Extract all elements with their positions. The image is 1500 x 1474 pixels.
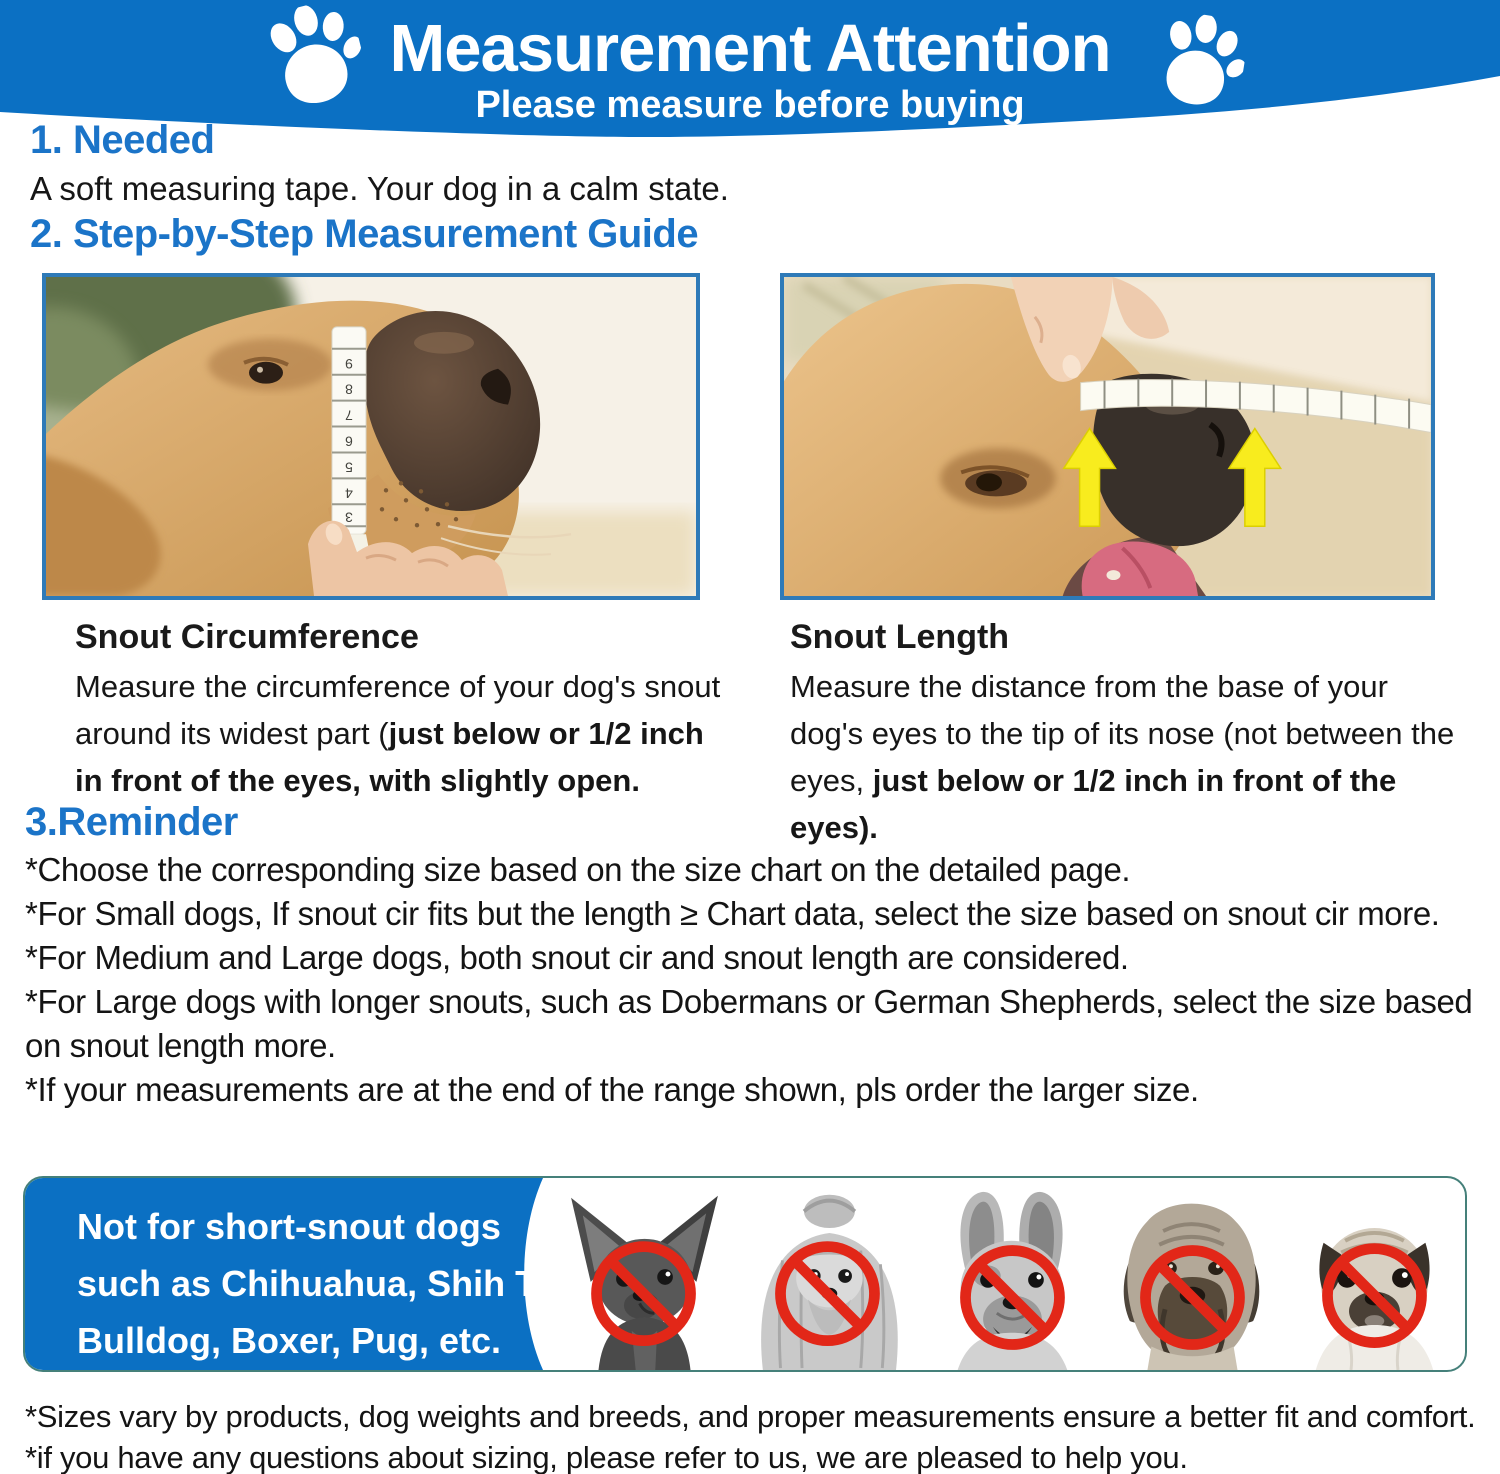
snout-length-caption xyxy=(790,618,1462,851)
section-heading-guide: 2. Step-by-Step Measurement Guide xyxy=(30,212,699,256)
footnote: *Sizes vary by products, dog weights and breeds, and proper measurements ensure a better fit and comfort. xyxy=(25,1399,1476,1434)
not-for-short-snout-warning-box xyxy=(23,1176,1467,1372)
caption-title: Snout Circumference xyxy=(75,618,419,656)
svg-text:8: 8 xyxy=(345,381,353,398)
chihuahua-no-icon xyxy=(557,1184,732,1370)
page-title: Measurement Attention xyxy=(389,11,1111,86)
svg-text:5: 5 xyxy=(345,459,353,476)
svg-text:9: 9 xyxy=(345,355,353,372)
footnote: *if you have any questions about sizing, please refer to us, we are pleased to help you. xyxy=(25,1440,1188,1474)
french-bulldog-no-icon xyxy=(924,1184,1099,1370)
section-heading-needed: 1. Needed xyxy=(30,118,215,162)
section-heading-reminder: 3.Reminder xyxy=(25,800,238,844)
svg-text:6: 6 xyxy=(345,433,353,450)
reminder-bullet-list xyxy=(25,848,1485,1112)
reminder-bullet: *For Small dogs, If snout cir fits but the length ≥ Chart data, select the size based on snout cir more. xyxy=(25,895,1440,932)
snout-circumference-caption xyxy=(75,618,723,804)
shih-tzu-no-icon xyxy=(739,1184,914,1370)
reminder-bullet: *Choose the corresponding size based on the size chart on the detailed page. xyxy=(25,851,1131,888)
svg-text:4: 4 xyxy=(345,485,353,502)
reminder-bullet: *If your measurements are at the end of the range shown, pls order the larger size. xyxy=(25,1071,1199,1108)
caption-body: Measure the distance from the base of your dog's eyes to the tip of its nose (not between the eyes, just below or 1/2 inch in front of the eyes). xyxy=(790,669,1455,845)
paw-icon xyxy=(1141,7,1251,117)
svg-text:7: 7 xyxy=(345,407,353,424)
dog-snout-circumference-photo xyxy=(42,273,700,600)
reminder-bullet: *For Medium and Large dogs, both snout cir and snout length are considered. xyxy=(25,939,1129,976)
svg-text:3: 3 xyxy=(345,509,353,526)
warning-text: Not for short-snout dogs such as Chihuahua, Shih Tzu, Bulldog, Boxer, Pug, etc. xyxy=(77,1206,588,1361)
caption-body: Measure the circumference of your dog's snout around its widest part (just below or 1/2 inch in front of the eyes, with slightly open. xyxy=(75,669,721,798)
reminder-bullet: *For Large dogs with longer snouts, such as Dobermans or German Shepherds, select the size based on snout length more. xyxy=(25,983,1473,1064)
dog-snout-length-photo xyxy=(780,273,1435,600)
mastiff-no-icon xyxy=(1104,1184,1279,1370)
footnote-list xyxy=(25,1396,1490,1474)
pug-no-icon xyxy=(1286,1184,1461,1370)
needed-body-text: A soft measuring tape. Your dog in a calm state. xyxy=(30,170,729,207)
page-subtitle: Please measure before buying xyxy=(475,84,1025,126)
caption-title: Snout Length xyxy=(790,618,1010,656)
